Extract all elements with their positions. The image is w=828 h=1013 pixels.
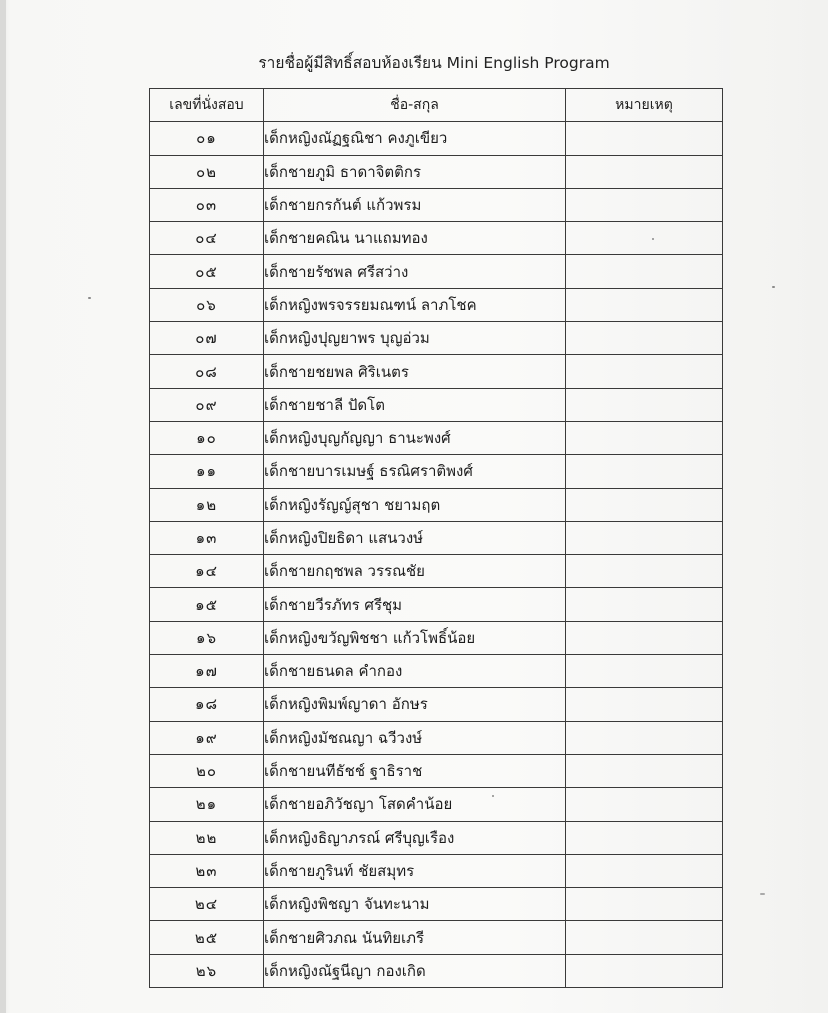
roster-table <box>149 88 723 988</box>
header-note: หมายเหตุ <box>566 89 723 122</box>
table-row <box>150 388 723 421</box>
table-row <box>150 688 723 721</box>
remark <box>566 388 723 421</box>
student-name: เด็กหญิงธิญาภรณ์ ศรีบุญเรือง <box>264 821 566 854</box>
remark <box>566 621 723 654</box>
student-name: เด็กชายบารเมษฐ์ ธรณิศราติพงศ์ <box>264 455 566 488</box>
scan-speck <box>492 795 494 797</box>
remark <box>566 455 723 488</box>
table-row <box>150 954 723 987</box>
student-name: เด็กหญิงพิชญา จันทะนาม <box>264 888 566 921</box>
seat-number: ๒๓ <box>150 854 264 887</box>
student-name: เด็กหญิงรัญญ์สุชา ชยามฤต <box>264 488 566 521</box>
table-row <box>150 854 723 887</box>
scan-speck <box>88 297 91 299</box>
seat-number: ๑๔ <box>150 555 264 588</box>
table-row <box>150 421 723 454</box>
scan-speck <box>652 238 654 240</box>
table-row <box>150 455 723 488</box>
student-name: เด็กชายชาลี ปัดโต <box>264 388 566 421</box>
student-name: เด็กชายภูมิ ธาดาจิตติกร <box>264 155 566 188</box>
table-row <box>150 222 723 255</box>
remark <box>566 188 723 221</box>
table-row <box>150 721 723 754</box>
table-row <box>150 488 723 521</box>
seat-number: ๐๘ <box>150 355 264 388</box>
table-row <box>150 355 723 388</box>
remark <box>566 888 723 921</box>
seat-number: ๒๕ <box>150 921 264 954</box>
student-name: เด็กชายอภิวัชญา โสดคำน้อย <box>264 788 566 821</box>
table-row <box>150 788 723 821</box>
student-name: เด็กหญิงณัฐนีญา กองเกิด <box>264 954 566 987</box>
table-row <box>150 621 723 654</box>
student-name: เด็กชายกฤชพล วรรณชัย <box>264 555 566 588</box>
seat-number: ๑๐ <box>150 421 264 454</box>
remark <box>566 921 723 954</box>
seat-number: ๑๕ <box>150 588 264 621</box>
header-seat: เลขที่นั่งสอบ <box>150 89 264 122</box>
scan-speck <box>772 286 775 288</box>
table-row <box>150 754 723 787</box>
student-name: เด็กหญิงปิยธิดา แสนวงษ์ <box>264 521 566 554</box>
seat-number: ๐๔ <box>150 222 264 255</box>
seat-number: ๑๑ <box>150 455 264 488</box>
table-row <box>150 888 723 921</box>
seat-number: ๑๘ <box>150 688 264 721</box>
student-name: เด็กหญิงปุญยาพร บุญอ่วม <box>264 322 566 355</box>
table-row <box>150 588 723 621</box>
seat-number: ๐๕ <box>150 255 264 288</box>
remark <box>566 754 723 787</box>
seat-number: ๒๑ <box>150 788 264 821</box>
student-name: เด็กชายคณิน นาแถมทอง <box>264 222 566 255</box>
seat-number: ๐๖ <box>150 288 264 321</box>
remark <box>566 854 723 887</box>
remark <box>566 821 723 854</box>
table-row <box>150 288 723 321</box>
header-name: ชื่อ-สกุล <box>264 89 566 122</box>
remark <box>566 255 723 288</box>
student-name: เด็กชายธนดล คำกอง <box>264 655 566 688</box>
seat-number: ๐๙ <box>150 388 264 421</box>
table-row <box>150 921 723 954</box>
student-name: เด็กชายนทีธัชช์ ฐาธิราช <box>264 754 566 787</box>
seat-number: ๒๐ <box>150 754 264 787</box>
table-row <box>150 255 723 288</box>
table-row <box>150 821 723 854</box>
student-name: เด็กหญิงมัชณญา ฉวีวงษ์ <box>264 721 566 754</box>
student-name: เด็กหญิงขวัญพิชชา แก้วโพธิ์น้อย <box>264 621 566 654</box>
seat-number: ๒๖ <box>150 954 264 987</box>
seat-number: ๐๗ <box>150 322 264 355</box>
seat-number: ๑๓ <box>150 521 264 554</box>
student-name: เด็กชายกรกันต์ แก้วพรม <box>264 188 566 221</box>
remark <box>566 954 723 987</box>
scan-speck <box>760 893 765 895</box>
seat-number: ๑๖ <box>150 621 264 654</box>
remark <box>566 721 723 754</box>
table-row <box>150 521 723 554</box>
table-row <box>150 188 723 221</box>
student-name: เด็กชายวีรภัทร ศรีชุม <box>264 588 566 621</box>
document-title: รายชื่อผู้มีสิทธิ์สอบห้องเรียน Mini English Program <box>258 54 610 72</box>
student-name: เด็กชายศิวภณ นันทิยเภรี <box>264 921 566 954</box>
remark <box>566 222 723 255</box>
student-name: เด็กชายรัชพล ศรีสว่าง <box>264 255 566 288</box>
seat-number: ๒๔ <box>150 888 264 921</box>
remark <box>566 122 723 155</box>
page-edge <box>0 0 6 1013</box>
remark <box>566 655 723 688</box>
table-row <box>150 322 723 355</box>
table-row <box>150 155 723 188</box>
seat-number: ๑๗ <box>150 655 264 688</box>
seat-number: ๐๓ <box>150 188 264 221</box>
table-row <box>150 655 723 688</box>
student-name: เด็กหญิงพรจรรยมณฑน์ ลาภโชค <box>264 288 566 321</box>
student-name: เด็กชายชยพล ศิริเนตร <box>264 355 566 388</box>
remark <box>566 421 723 454</box>
remark <box>566 355 723 388</box>
remark <box>566 521 723 554</box>
student-name: เด็กหญิงพิมพ์ญาดา อักษร <box>264 688 566 721</box>
seat-number: ๐๑ <box>150 122 264 155</box>
header-row <box>150 89 723 122</box>
remark <box>566 555 723 588</box>
student-name: เด็กหญิงณัฏฐณิชา คงภูเขียว <box>264 122 566 155</box>
remark <box>566 488 723 521</box>
student-name: เด็กชายภูรินท์ ชัยสมุทร <box>264 854 566 887</box>
remark <box>566 155 723 188</box>
seat-number: ๒๒ <box>150 821 264 854</box>
seat-number: ๑๙ <box>150 721 264 754</box>
table-row <box>150 122 723 155</box>
remark <box>566 788 723 821</box>
remark <box>566 322 723 355</box>
seat-number: ๑๒ <box>150 488 264 521</box>
remark <box>566 588 723 621</box>
table-row <box>150 555 723 588</box>
remark <box>566 288 723 321</box>
remark <box>566 688 723 721</box>
seat-number: ๐๒ <box>150 155 264 188</box>
student-name: เด็กหญิงบุญกัญญา ธานะพงศ์ <box>264 421 566 454</box>
